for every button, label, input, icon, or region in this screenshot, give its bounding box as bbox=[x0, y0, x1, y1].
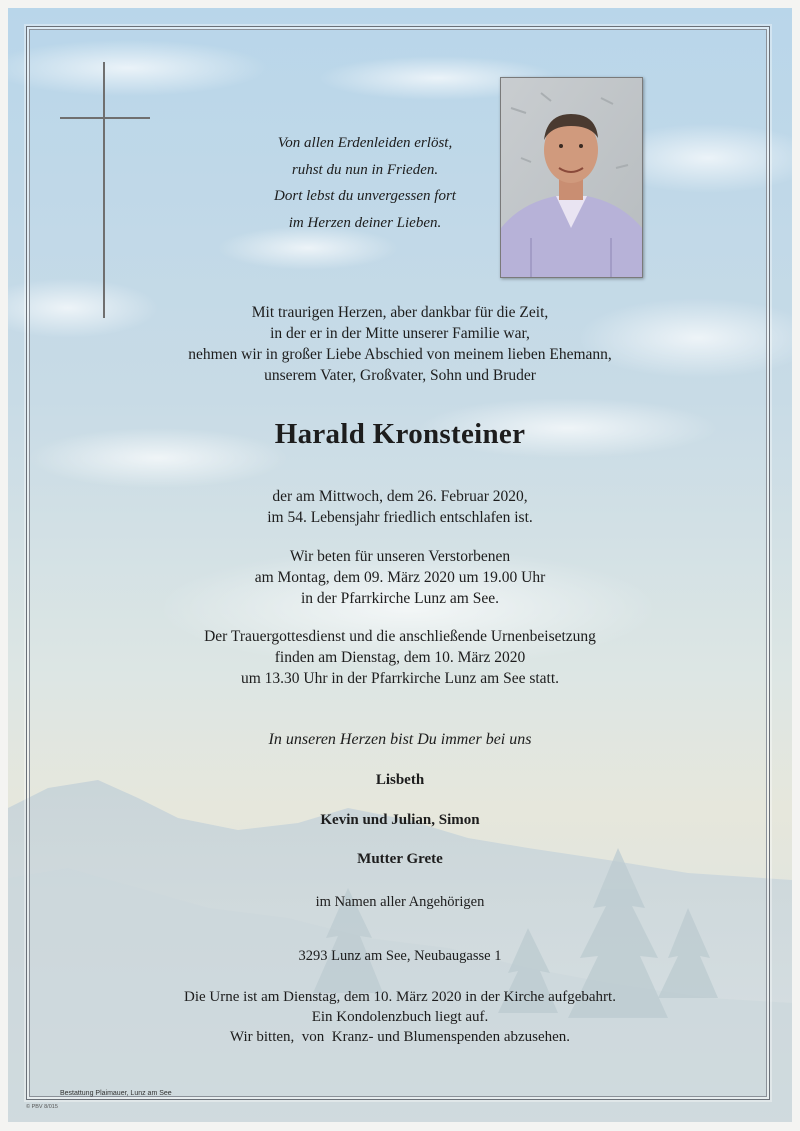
prayer-line: am Montag, dem 09. März 2020 um 19.00 Uhr bbox=[254, 569, 546, 586]
intro-line: nehmen wir in großer Liebe Abschied von meinem lieben Ehemann, bbox=[188, 346, 612, 363]
relative-name: Lisbeth bbox=[375, 772, 425, 788]
prayer-notice bbox=[0, 546, 800, 609]
relative-name: Kevin und Julian, Simon bbox=[320, 812, 480, 828]
funeral-service-notice bbox=[0, 626, 800, 689]
closing-notes bbox=[0, 987, 800, 1047]
deceased-name: Harald Kronsteiner bbox=[274, 418, 526, 450]
cross-horizontal bbox=[60, 117, 150, 119]
cross-vertical bbox=[103, 62, 105, 318]
memorial-poem bbox=[230, 130, 500, 236]
service-line: Der Trauergottesdienst und die anschließende Urnenbeisetzung bbox=[204, 628, 596, 645]
poem-line: Von allen Erdenleiden erlöst, bbox=[277, 135, 453, 151]
death-notice bbox=[0, 486, 800, 528]
intro-line: unserem Vater, Großvater, Sohn und Bruder bbox=[264, 367, 536, 384]
relative-name: Mutter Grete bbox=[357, 851, 443, 867]
poem-line: Dort lebst du unvergessen fort bbox=[274, 188, 456, 204]
poem-line: ruhst du nun in Frieden. bbox=[291, 161, 439, 178]
poem-line: im Herzen deiner Lieben. bbox=[288, 214, 442, 231]
intro-line: in der er in der Mitte unserer Familie war, bbox=[270, 325, 530, 342]
memorial-motto: In unseren Herzen bist Du immer bei uns bbox=[268, 731, 532, 748]
death-line: im 54. Lebensjahr friedlich entschlafen ist. bbox=[267, 509, 533, 526]
intro-line: Mit traurigen Herzen, aber dankbar für die Zeit, bbox=[251, 304, 549, 321]
intro-text bbox=[0, 302, 800, 386]
family-address: 3293 Lunz am See, Neubaugasse 1 bbox=[298, 948, 502, 964]
print-mark: © PBV 8/015 bbox=[26, 1104, 58, 1110]
service-line: um 13.30 Uhr in der Pfarrkirche Lunz am See statt. bbox=[240, 670, 560, 687]
note-line: Ein Kondolenzbuch liegt auf. bbox=[311, 1009, 489, 1025]
undertaker-credit: Bestattung Plaimauer, Lunz am See bbox=[60, 1090, 172, 1097]
on-behalf-text: im Namen aller Angehörigen bbox=[315, 894, 485, 910]
note-line: Wir bitten, von Kranz- und Blumenspenden abzusehen. bbox=[229, 1029, 571, 1045]
prayer-line: in der Pfarrkirche Lunz am See. bbox=[301, 590, 499, 607]
death-line: der am Mittwoch, dem 26. Februar 2020, bbox=[272, 488, 528, 505]
service-line: finden am Dienstag, dem 10. März 2020 bbox=[274, 649, 526, 666]
prayer-line: Wir beten für unseren Verstorbenen bbox=[289, 548, 511, 565]
portrait-photo bbox=[500, 77, 643, 278]
note-line: Die Urne ist am Dienstag, dem 10. März 2020 in der Kirche aufgebahrt. bbox=[184, 989, 616, 1005]
